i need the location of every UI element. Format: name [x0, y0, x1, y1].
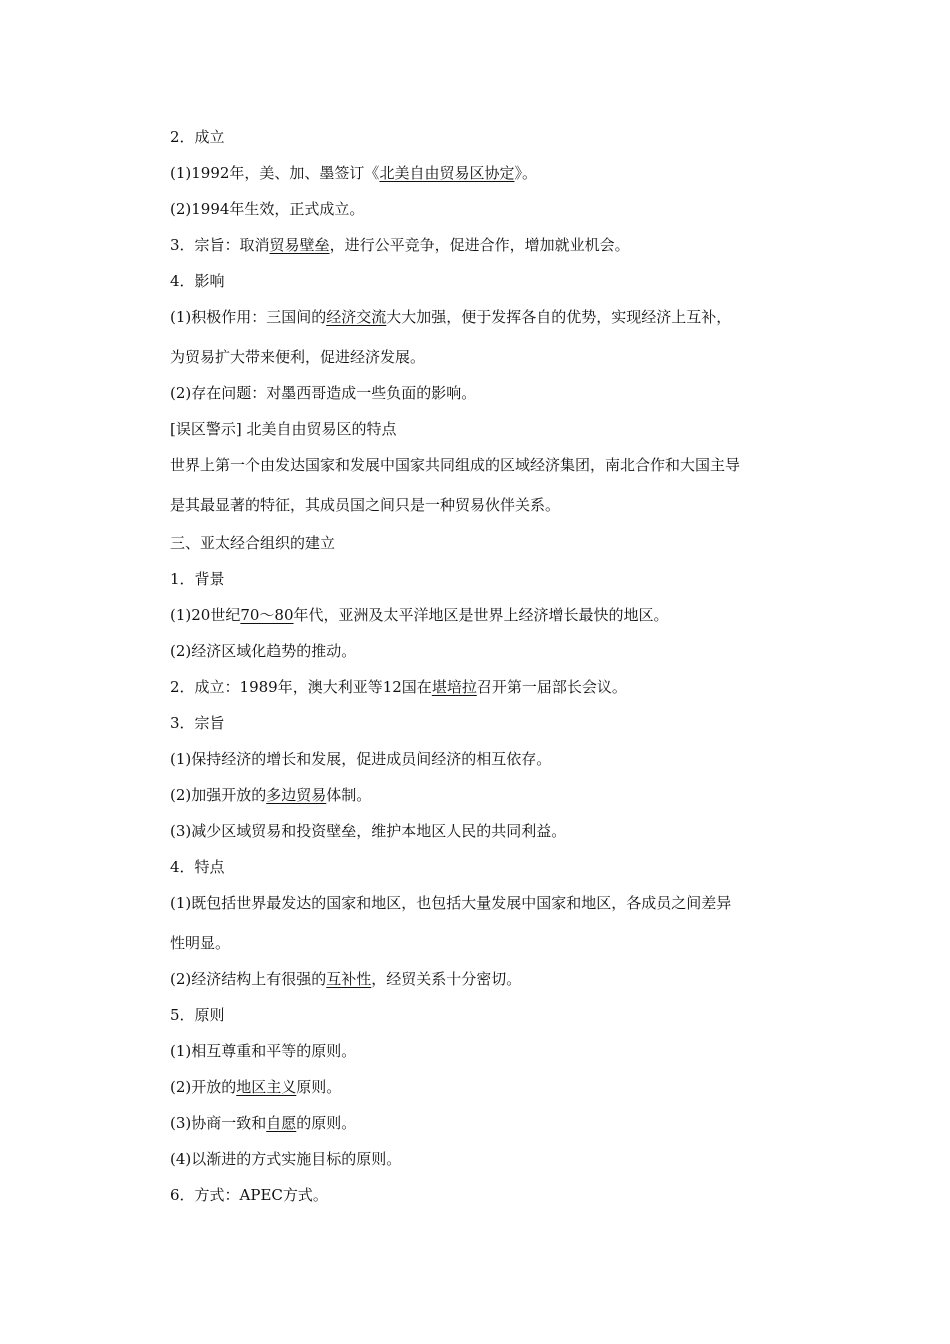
paragraph-line: (1)保持经济的增长和发展，促进成员间经济的相互依存。: [170, 750, 552, 768]
paragraph-line: (2)存在问题：对墨西哥造成一些负面的影响。: [170, 384, 477, 402]
paragraph-line: (2)经济区域化趋势的推动。: [170, 642, 357, 660]
paragraph-line: (3)协商一致和自愿的原则。: [170, 1114, 357, 1132]
heading-method: 6．方式：APEC方式。: [170, 1186, 328, 1204]
paragraph-line: (2)开放的地区主义原则。: [170, 1078, 342, 1096]
paragraph-line: (1)既包括世界最发达的国家和地区，也包括大量发展中国家和地区，各成员之间差异: [170, 894, 732, 912]
paragraph-line: 为贸易扩大带来便利，促进经济发展。: [170, 348, 426, 366]
heading-purpose: 3．宗旨: [170, 714, 225, 732]
heading-impact: 4．影响: [170, 272, 225, 290]
heading-establishment: 2．成立: [170, 128, 225, 146]
fill-blank-answer: 互补性: [326, 970, 372, 988]
fill-blank-answer: 多边贸易: [266, 786, 327, 804]
paragraph-line: 性明显。: [170, 934, 231, 952]
fill-blank-answer: 地区主义: [236, 1078, 297, 1096]
section-heading-apec: 三、亚太经合组织的建立: [170, 534, 336, 552]
fill-blank-answer: 堪培拉: [431, 678, 477, 696]
fill-blank-answer: 自愿: [266, 1114, 297, 1132]
paragraph-line: (1)20世纪70～80年代，亚洲及太平洋地区是世界上经济增长最快的地区。: [170, 606, 669, 624]
heading-features: 4．特点: [170, 858, 225, 876]
fill-blank-answer: 经济交流: [326, 308, 387, 326]
paragraph-line: (2)加强开放的多边贸易体制。: [170, 786, 372, 804]
paragraph-line: (1)相互尊重和平等的原则。: [170, 1042, 357, 1060]
paragraph-line: (2)1994年生效，正式成立。: [170, 200, 365, 218]
paragraph-line: 3．宗旨：取消贸易壁垒，进行公平竞争，促进合作，增加就业机会。: [170, 236, 630, 254]
paragraph-line: 2．成立：1989年，澳大利亚等12国在堪培拉召开第一届部长会议。: [170, 678, 627, 696]
paragraph-line: (2)经济结构上有很强的互补性，经贸关系十分密切。: [170, 970, 522, 988]
paragraph-line: (4)以渐进的方式实施目标的原则。: [170, 1150, 402, 1168]
paragraph-line: (3)减少区域贸易和投资壁垒，维护本地区人民的共同利益。: [170, 822, 567, 840]
paragraph-line: (1)1992年，美、加、墨签订《北美自由贸易区协定》。: [170, 164, 537, 182]
paragraph-line: 世界上第一个由发达国家和发展中国家共同组成的区域经济集团，南北合作和大国主导: [170, 456, 741, 474]
heading-background: 1．背景: [170, 570, 225, 588]
paragraph-line: (1)积极作用：三国间的经济交流大大加强，便于发挥各自的优势，实现经济上互补，: [170, 308, 732, 326]
fill-blank-answer: 70～80: [240, 606, 294, 624]
misconception-note-title: [误区警示] 北美自由贸易区的特点: [170, 420, 397, 438]
fill-blank-answer: 贸易壁垒: [269, 236, 330, 254]
fill-blank-answer: 北美自由贸易区协定: [379, 164, 515, 182]
heading-principles: 5．原则: [170, 1006, 225, 1024]
paragraph-line: 是其最显著的特征，其成员国之间只是一种贸易伙伴关系。: [170, 496, 561, 514]
